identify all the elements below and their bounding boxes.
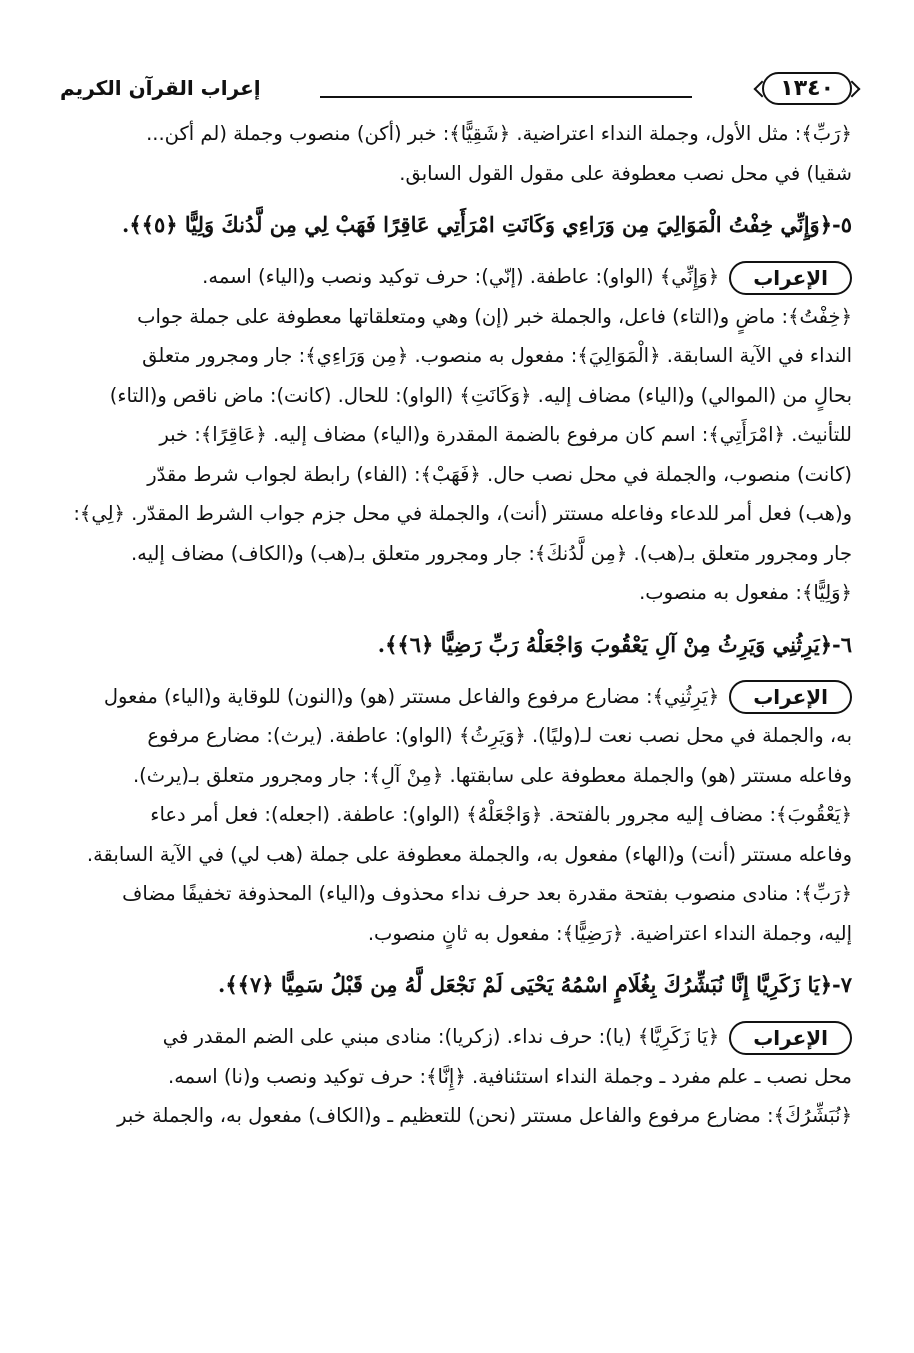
text-line: وفاعله مستتر (هو) والجملة معطوفة على سابقتها. ﴿مِنْ آلِ﴾: جار ومجرور متعلق بـ(يرث). xyxy=(132,763,852,787)
irab-paragraph-6 xyxy=(60,677,852,954)
text-line: ﴿يَعْقُوبَ﴾: مضاف إليه مجرور بالفتحة. ﴿وَاجْعَلْهُ﴾ (الواو): عاطفة. (اجعله): فعل أمر دعاء xyxy=(150,803,852,826)
verse-5: ٥-﴿وَإِنِّي خِفْتُ الْمَوَالِيَ مِن وَرَاءِي وَكَانَتِ امْرَأَتِي عَاقِرًا فَهَبْ لِي مِن لَّدُنكَ وَلِيًّا ﴿٥﴾﴾. xyxy=(122,212,852,237)
header-rule xyxy=(320,96,692,98)
text-line: جار ومجرور متعلق بـ(هب). ﴿مِن لَّدُنكَ﴾: جار ومجرور متعلق بـ(هب) و(الكاف) مضاف إليه. xyxy=(130,541,852,565)
text-line: للتأنيث. ﴿امْرَأَتِي﴾: اسم كان مرفوع بالضمة المقدرة و(الياء) مضاف إليه. ﴿عَاقِرًا﴾: خبر xyxy=(159,423,852,446)
text-line: ﴿وَلِيًّا﴾: مفعول به منصوب. xyxy=(639,581,852,604)
text-line: شقيا) في محل نصب معطوفة على مقول القول السابق. xyxy=(399,161,852,185)
irab-label: الإعراب xyxy=(729,680,852,714)
page-header xyxy=(60,70,852,114)
text-line: و(هب) فعل أمر للدعاء وفاعله مستتر (أنت)، والجملة في محل جزم جواب الشرط المقدّر. ﴿لِي﴾: xyxy=(73,502,852,525)
text-line: وفاعله مستتر (أنت) و(الهاء) مفعول به، والجملة معطوفة على جملة (هب لي) في الآية السابقة. xyxy=(86,842,852,866)
text-line xyxy=(60,677,852,717)
book-title: إعراب القرآن الكريم xyxy=(60,76,261,100)
text-line: النداء في الآية السابقة. ﴿الْمَوَالِيَ﴾: مفعول به منصوب. ﴿مِن وَرَاءِي﴾: جار ومجرور متعلق xyxy=(142,344,852,367)
text-line: بحالٍ من (الموالي) و(الياء) مضاف إليه. ﴿وَكَانَتِ﴾ (الواو): للحال. (كانت): ماض ناقص و(التاء) xyxy=(109,383,852,407)
text-line: ﴿خِفْتُ﴾: ماضٍ و(التاء) فاعل، والجملة خبر (إن) وهي ومتعلقاتها معطوفة على جملة جواب xyxy=(137,304,852,328)
text-line: (كانت) منصوب، والجملة في محل نصب حال. ﴿فَهَبْ﴾: (الفاء) رابطة لجواب شرط مقدّر xyxy=(147,462,852,486)
verse-7: ٧-﴿يَا زَكَرِيَّا إِنَّا نُبَشِّرُكَ بِغُلَامٍ اسْمُهُ يَحْيَى لَمْ نَجْعَل لَّهُ مِن قَبْلُ سَمِيًّا ﴿٧﴾﴾. xyxy=(218,972,852,997)
text-line xyxy=(60,1017,852,1057)
verse-6: ٦-﴿يَرِثُنِي وَيَرِثُ مِنْ آلِ يَعْقُوبَ وَاجْعَلْهُ رَبِّ رَضِيًّا ﴿٦﴾﴾. xyxy=(377,631,852,657)
text-line: إليه، وجملة النداء اعتراضية. ﴿رَضِيًّا﴾: مفعول به ثانٍ منصوب. xyxy=(367,921,852,945)
text-line xyxy=(60,257,852,297)
intro-paragraph xyxy=(60,114,852,193)
text-line: ﴿رَبِّ﴾: منادى منصوب بفتحة مقدرة بعد حرف نداء محذوف و(الياء) المحذوفة تخفيفًا مضاف xyxy=(122,882,852,905)
text-line-content: ﴿يَا زَكَرِيَّا﴾ (يا): حرف نداء. (زكريا): منادى مبني على الضم المقدر في xyxy=(162,1025,720,1048)
text-line-content: ﴿وَإِنِّي﴾ (الواو): عاطفة. (إنّي): حرف توكيد ونصب و(الياء) اسمه. xyxy=(202,265,720,288)
irab-label: الإعراب xyxy=(729,261,852,295)
text-line-content: ﴿يَرِثُنِي﴾: مضارع مرفوع والفاعل مستتر (هو) و(النون) للوقاية و(الياء) مفعول xyxy=(103,684,720,708)
text-line: ﴿رَبِّ﴾: مثل الأول، وجملة النداء اعتراضية. ﴿شَقِيًّا﴾: خبر (أكن) منصوب وجملة (لم أكن... xyxy=(146,122,852,145)
irab-label: الإعراب xyxy=(729,1021,852,1055)
page-number: ١٣٤٠ xyxy=(762,72,852,105)
irab-paragraph-7 xyxy=(60,1017,852,1136)
text-line: محل نصب ـ علم مفرد ـ وجملة النداء استئنافية. ﴿إِنَّا﴾: حرف توكيد ونصب و(نا) اسمه. xyxy=(168,1064,852,1088)
text-line: به، والجملة في محل نصب نعت لـ(وليًا). ﴿وَيَرِثُ﴾ (الواو): عاطفة. (يرث): مضارع مرفوع xyxy=(147,724,852,747)
irab-paragraph-5 xyxy=(60,257,852,613)
text-line: ﴿نُبَشِّرُكَ﴾: مضارع مرفوع والفاعل مستتر (نحن) للتعظيم ـ و(الكاف) مفعول به، والجملة خبر xyxy=(117,1104,852,1127)
book-page xyxy=(60,70,852,1146)
